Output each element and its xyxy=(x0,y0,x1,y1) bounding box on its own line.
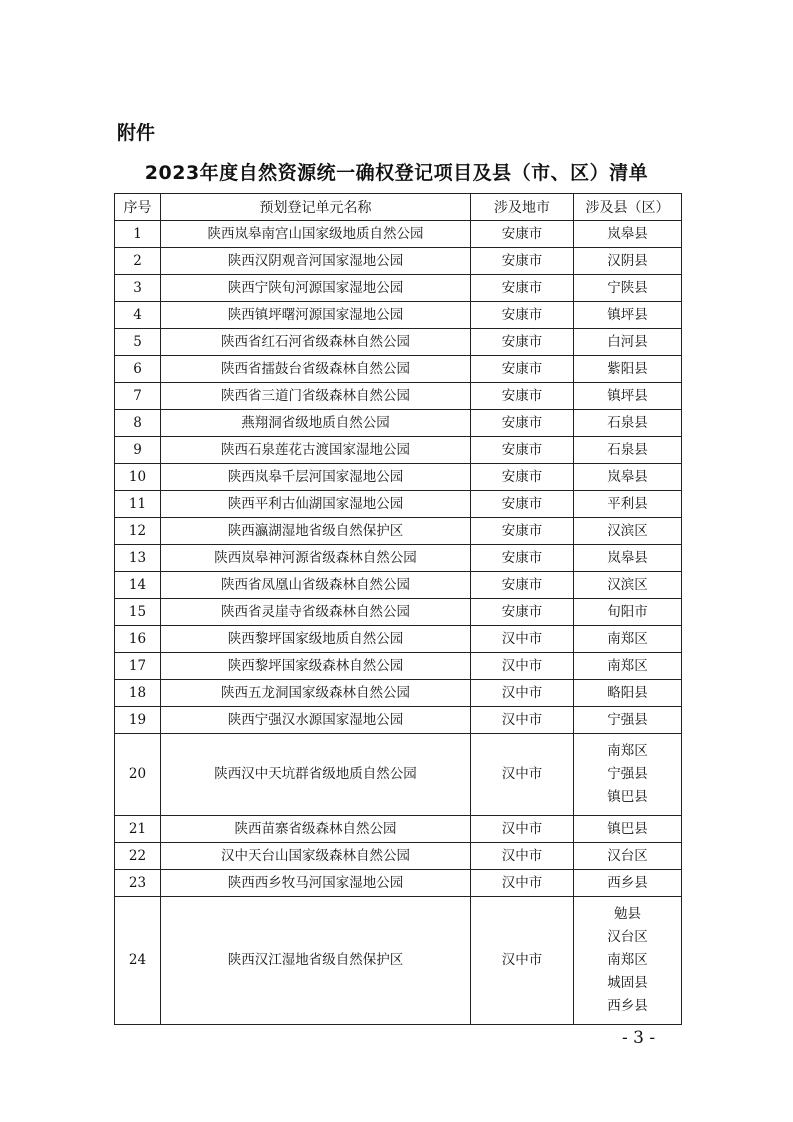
table-row xyxy=(115,599,682,626)
cell-unit-name: 陕西汉江湿地省级自然保护区 xyxy=(161,897,471,1025)
cell-counties xyxy=(574,626,682,653)
cell-unit-name: 陕西省灵崖寺省级森林自然公园 xyxy=(161,599,471,626)
county-name: 南郑区 xyxy=(607,658,648,674)
cell-city: 安康市 xyxy=(471,464,574,491)
cell-city: 安康市 xyxy=(471,518,574,545)
cell-counties xyxy=(574,870,682,897)
table-row xyxy=(115,329,682,356)
cell-city: 汉中市 xyxy=(471,843,574,870)
cell-counties xyxy=(574,897,682,1025)
cell-counties xyxy=(574,707,682,734)
page-number: - 3 - xyxy=(622,1028,656,1048)
cell-city: 安康市 xyxy=(471,491,574,518)
cell-city: 安康市 xyxy=(471,437,574,464)
county-name: 石泉县 xyxy=(607,415,648,431)
county-name: 平利县 xyxy=(607,496,648,512)
county-name: 汉滨区 xyxy=(607,523,648,539)
cell-unit-name: 陕西汉阴观音河国家湿地公园 xyxy=(161,248,471,275)
cell-unit-name: 燕翔洞省级地质自然公园 xyxy=(161,410,471,437)
cell-city: 安康市 xyxy=(471,545,574,572)
cell-city: 汉中市 xyxy=(471,734,574,816)
county-name: 勉县 xyxy=(614,906,641,922)
cell-counties xyxy=(574,248,682,275)
cell-counties xyxy=(574,599,682,626)
cell-no: 5 xyxy=(115,329,161,356)
cell-no: 9 xyxy=(115,437,161,464)
table-row xyxy=(115,816,682,843)
table-row xyxy=(115,275,682,302)
header-unit-name: 预划登记单元名称 xyxy=(161,194,471,221)
cell-counties xyxy=(574,545,682,572)
county-name: 城固县 xyxy=(607,975,648,991)
county-name: 宁强县 xyxy=(607,712,648,728)
cell-no: 18 xyxy=(115,680,161,707)
cell-city: 安康市 xyxy=(471,248,574,275)
cell-counties xyxy=(574,518,682,545)
cell-no: 15 xyxy=(115,599,161,626)
cell-unit-name: 陕西省凤凰山省级森林自然公园 xyxy=(161,572,471,599)
table-row xyxy=(115,626,682,653)
county-name: 南郑区 xyxy=(607,743,648,759)
cell-city: 安康市 xyxy=(471,329,574,356)
county-name: 汉阴县 xyxy=(607,253,648,269)
cell-city: 汉中市 xyxy=(471,870,574,897)
cell-counties xyxy=(574,329,682,356)
table-row xyxy=(115,491,682,518)
county-name: 南郑区 xyxy=(607,631,648,647)
cell-no: 14 xyxy=(115,572,161,599)
cell-city: 安康市 xyxy=(471,275,574,302)
table-row xyxy=(115,572,682,599)
cell-city: 安康市 xyxy=(471,383,574,410)
county-name: 紫阳县 xyxy=(607,361,648,377)
county-name: 西乡县 xyxy=(607,998,648,1014)
table-row xyxy=(115,545,682,572)
cell-no: 4 xyxy=(115,302,161,329)
header-no: 序号 xyxy=(115,194,161,221)
county-name: 镇坪县 xyxy=(607,388,648,404)
cell-city: 汉中市 xyxy=(471,816,574,843)
table-row xyxy=(115,870,682,897)
cell-counties xyxy=(574,302,682,329)
county-name: 南郑区 xyxy=(607,952,648,968)
table-row xyxy=(115,248,682,275)
cell-counties xyxy=(574,275,682,302)
county-name: 石泉县 xyxy=(607,442,648,458)
cell-city: 安康市 xyxy=(471,410,574,437)
cell-unit-name: 陕西省三道门省级森林自然公园 xyxy=(161,383,471,410)
cell-unit-name: 陕西西乡牧马河国家湿地公园 xyxy=(161,870,471,897)
cell-no: 11 xyxy=(115,491,161,518)
cell-unit-name: 陕西省红石河省级森林自然公园 xyxy=(161,329,471,356)
county-name: 略阳县 xyxy=(607,685,648,701)
cell-city: 安康市 xyxy=(471,356,574,383)
table-row xyxy=(115,221,682,248)
cell-city: 汉中市 xyxy=(471,707,574,734)
cell-unit-name: 陕西汉中天坑群省级地质自然公园 xyxy=(161,734,471,816)
table-row xyxy=(115,302,682,329)
cell-unit-name: 汉中天台山国家级森林自然公园 xyxy=(161,843,471,870)
cell-no: 2 xyxy=(115,248,161,275)
county-name: 汉台区 xyxy=(607,848,648,864)
table-body xyxy=(115,221,682,1025)
cell-unit-name: 陕西五龙洞国家级森林自然公园 xyxy=(161,680,471,707)
table-row xyxy=(115,356,682,383)
cell-counties xyxy=(574,680,682,707)
cell-no: 3 xyxy=(115,275,161,302)
cell-unit-name: 陕西宁强汉水源国家湿地公园 xyxy=(161,707,471,734)
cell-no: 1 xyxy=(115,221,161,248)
cell-unit-name: 陕西省擂鼓台省级森林自然公园 xyxy=(161,356,471,383)
cell-no: 22 xyxy=(115,843,161,870)
header-city: 涉及地市 xyxy=(471,194,574,221)
cell-counties xyxy=(574,221,682,248)
county-name: 白河县 xyxy=(607,334,648,350)
cell-counties xyxy=(574,464,682,491)
cell-city: 汉中市 xyxy=(471,897,574,1025)
table-row xyxy=(115,734,682,816)
cell-counties xyxy=(574,734,682,816)
cell-counties xyxy=(574,843,682,870)
table-row xyxy=(115,843,682,870)
county-name: 汉滨区 xyxy=(607,577,648,593)
cell-no: 23 xyxy=(115,870,161,897)
county-name: 岚皋县 xyxy=(607,469,648,485)
county-name: 汉台区 xyxy=(607,929,648,945)
table-row xyxy=(115,680,682,707)
document-title: 2023年度自然资源统一确权登记项目及县（市、区）清单 xyxy=(144,162,649,184)
cell-city: 安康市 xyxy=(471,221,574,248)
cell-unit-name: 陕西石泉莲花古渡国家湿地公园 xyxy=(161,437,471,464)
cell-unit-name: 陕西瀛湖湿地省级自然保护区 xyxy=(161,518,471,545)
table-row xyxy=(115,383,682,410)
cell-no: 12 xyxy=(115,518,161,545)
cell-counties xyxy=(574,816,682,843)
county-name: 宁陕县 xyxy=(607,280,648,296)
cell-unit-name: 陕西宁陕旬河源国家湿地公园 xyxy=(161,275,471,302)
county-name: 岚皋县 xyxy=(607,550,648,566)
cell-no: 24 xyxy=(115,897,161,1025)
cell-no: 13 xyxy=(115,545,161,572)
cell-no: 17 xyxy=(115,653,161,680)
cell-no: 10 xyxy=(115,464,161,491)
cell-city: 安康市 xyxy=(471,302,574,329)
cell-city: 汉中市 xyxy=(471,680,574,707)
cell-counties xyxy=(574,572,682,599)
cell-no: 20 xyxy=(115,734,161,816)
header-county: 涉及县（区） xyxy=(574,194,682,221)
county-name: 宁强县 xyxy=(607,766,648,782)
table-row xyxy=(115,518,682,545)
county-name: 镇巴县 xyxy=(607,821,648,837)
cell-city: 安康市 xyxy=(471,599,574,626)
registration-table xyxy=(114,193,682,1025)
cell-unit-name: 陕西岚皋神河源省级森林自然公园 xyxy=(161,545,471,572)
table-header-row xyxy=(115,194,682,221)
cell-unit-name: 陕西岚皋南宫山国家级地质自然公园 xyxy=(161,221,471,248)
table-row xyxy=(115,707,682,734)
county-name: 旬阳市 xyxy=(607,604,648,620)
cell-no: 8 xyxy=(115,410,161,437)
cell-counties xyxy=(574,437,682,464)
cell-unit-name: 陕西平利古仙湖国家湿地公园 xyxy=(161,491,471,518)
cell-no: 6 xyxy=(115,356,161,383)
cell-unit-name: 陕西黎坪国家级地质自然公园 xyxy=(161,626,471,653)
cell-city: 汉中市 xyxy=(471,653,574,680)
cell-unit-name: 陕西岚皋千层河国家湿地公园 xyxy=(161,464,471,491)
cell-unit-name: 陕西黎坪国家级森林自然公园 xyxy=(161,653,471,680)
county-name: 镇巴县 xyxy=(607,789,648,805)
cell-counties xyxy=(574,410,682,437)
cell-city: 安康市 xyxy=(471,572,574,599)
table-row xyxy=(115,897,682,1025)
cell-city: 汉中市 xyxy=(471,626,574,653)
table-row xyxy=(115,464,682,491)
table-row xyxy=(115,410,682,437)
cell-counties xyxy=(574,356,682,383)
county-name: 西乡县 xyxy=(607,875,648,891)
table-row xyxy=(115,653,682,680)
cell-counties xyxy=(574,653,682,680)
cell-no: 21 xyxy=(115,816,161,843)
cell-counties xyxy=(574,383,682,410)
county-name: 岚皋县 xyxy=(607,226,648,242)
attachment-label: 附件 xyxy=(117,122,156,144)
cell-no: 7 xyxy=(115,383,161,410)
table-row xyxy=(115,437,682,464)
county-name: 镇坪县 xyxy=(607,307,648,323)
cell-counties xyxy=(574,491,682,518)
cell-no: 19 xyxy=(115,707,161,734)
cell-unit-name: 陕西苗寨省级森林自然公园 xyxy=(161,816,471,843)
cell-unit-name: 陕西镇坪曙河源国家湿地公园 xyxy=(161,302,471,329)
cell-no: 16 xyxy=(115,626,161,653)
